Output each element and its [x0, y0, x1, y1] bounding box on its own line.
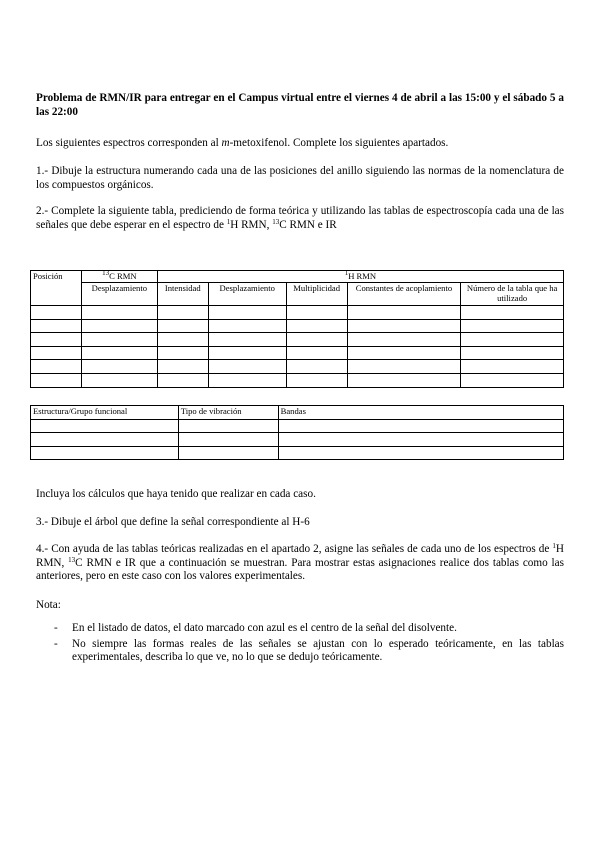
h-rmn: H RMN,: [36, 543, 564, 569]
intro-compound: -metoxifenol. Complete los siguientes apartados.: [229, 137, 449, 149]
table-cell[interactable]: [278, 446, 563, 460]
sup-13: 13: [68, 555, 76, 564]
table-row: [31, 433, 564, 447]
position-header: Posición: [31, 271, 82, 306]
table-cell[interactable]: [31, 319, 82, 333]
sup-1: 1: [226, 217, 231, 226]
table-cell[interactable]: [157, 360, 208, 374]
table-cell[interactable]: [286, 346, 347, 360]
table-number-header: Número de la tabla que ha utilizado: [461, 283, 564, 306]
table-row: [31, 419, 564, 433]
item-4-rest: C RMN e IR que a continuación se muestran. Para mostrar estas asignaciones realice dos tablas como las anteriores, pero en este caso con los valores experimentales.: [36, 556, 564, 583]
intro-paragraph: [36, 137, 564, 151]
bullet-dash: -: [54, 622, 58, 634]
table-cell[interactable]: [286, 306, 347, 320]
table-cell[interactable]: [208, 373, 286, 387]
table-cell[interactable]: [347, 360, 461, 374]
list-item: [36, 622, 564, 636]
table-cell[interactable]: [461, 333, 564, 347]
table-row: [31, 306, 564, 320]
intensity-header: Intensidad: [157, 283, 208, 306]
coupling-header: Constantes de acoplamiento: [347, 283, 461, 306]
table-cell[interactable]: [461, 373, 564, 387]
table-cell[interactable]: [157, 319, 208, 333]
table-cell[interactable]: [347, 373, 461, 387]
table-cell[interactable]: [461, 306, 564, 320]
vibration-header: Tipo de vibración: [178, 406, 278, 420]
c13-sup: 13: [102, 269, 110, 277]
table-cell[interactable]: [347, 333, 461, 347]
table-row: [31, 333, 564, 347]
table-cell[interactable]: [461, 319, 564, 333]
table-cell[interactable]: [157, 306, 208, 320]
compound-prefix: m: [221, 137, 230, 149]
table-row: [31, 360, 564, 374]
table-cell[interactable]: [81, 373, 157, 387]
nmr-subheader-row: [31, 283, 564, 306]
c13-label: C RMN: [109, 271, 137, 281]
h1-shift-header: Desplazamiento: [208, 283, 286, 306]
table-cell[interactable]: [178, 433, 278, 447]
table-cell[interactable]: [31, 306, 82, 320]
table-cell[interactable]: [31, 419, 179, 433]
table-cell[interactable]: [286, 360, 347, 374]
item-4-text: 4.- Con ayuda de las tablas teóricas realizadas en el apartado 2, asigne las señales de cada uno de los espectros de: [36, 543, 553, 555]
h1-sup: 1: [344, 269, 349, 277]
table-cell[interactable]: [31, 446, 179, 460]
h1-label: H RMN: [348, 271, 377, 281]
table-cell[interactable]: [81, 360, 157, 374]
table-cell[interactable]: [278, 419, 563, 433]
item-2: [36, 205, 564, 232]
multiplicity-header: Multiplicidad: [286, 283, 347, 306]
table-cell[interactable]: [208, 360, 286, 374]
table-cell[interactable]: [31, 346, 82, 360]
note-text: En el listado de datos, el dato marcado con azul es el centro de la señal del disolvente.: [72, 622, 457, 634]
item-1: 1.- Dibuje la estructura numerando cada una de las posiciones del anillo siguiendo las normas de la nomenclatura de los compuestos orgánicos.: [36, 165, 564, 191]
notes-list: [36, 622, 564, 667]
table-cell[interactable]: [208, 346, 286, 360]
h1-header: [157, 271, 563, 283]
c13-shift-header: Desplazamiento: [81, 283, 157, 306]
ir-header-row: [31, 406, 564, 420]
nmr-header-row: [31, 271, 564, 283]
table-cell[interactable]: [208, 333, 286, 347]
table-row: [31, 373, 564, 387]
table-cell[interactable]: [347, 306, 461, 320]
table-cell[interactable]: [81, 319, 157, 333]
structure-header: Estructura/Grupo funcional: [31, 406, 179, 420]
document-title: Problema de RMN/IR para entregar en el Campus virtual entre el viernes 4 de abril a las 15:00 y el sábado 5 a las 22:00: [36, 92, 564, 118]
ir-table: [30, 405, 564, 460]
sup-1: 1: [552, 542, 556, 550]
table-cell[interactable]: [286, 319, 347, 333]
table-row: [31, 346, 564, 360]
nota-label: Nota:: [36, 599, 61, 611]
h-rmn: H RMN,: [230, 218, 273, 231]
table-cell[interactable]: [157, 373, 208, 387]
item-2-text: 2.- Complete la siguiente tabla, prediciendo de forma teórica y utilizando las tablas de espectroscopía cada una de las señales que debe esperar en el espectro de: [36, 205, 564, 231]
table-cell[interactable]: [157, 333, 208, 347]
table-row: [31, 446, 564, 460]
table-cell[interactable]: [347, 319, 461, 333]
table-cell[interactable]: [81, 306, 157, 320]
table-cell[interactable]: [461, 346, 564, 360]
table-cell[interactable]: [81, 333, 157, 347]
table-cell[interactable]: [278, 433, 563, 447]
table-cell[interactable]: [157, 346, 208, 360]
table-cell[interactable]: [208, 306, 286, 320]
nmr-table: [30, 270, 564, 388]
c-rmn-ir: C RMN e IR: [279, 218, 337, 231]
table-cell[interactable]: [178, 419, 278, 433]
sup-13: 13: [272, 217, 280, 226]
table-cell[interactable]: [347, 346, 461, 360]
bands-header: Bandas: [278, 406, 563, 420]
table-cell[interactable]: [178, 446, 278, 460]
table-cell[interactable]: [286, 333, 347, 347]
table-cell[interactable]: [81, 346, 157, 360]
table-cell[interactable]: [461, 360, 564, 374]
table-cell[interactable]: [286, 373, 347, 387]
table-row: [31, 319, 564, 333]
bullet-dash: -: [54, 637, 58, 650]
intro-text: Los siguientes espectros corresponden al: [36, 137, 222, 149]
table-cell[interactable]: [31, 373, 82, 387]
table-cell[interactable]: [31, 360, 82, 374]
item-4: [36, 543, 564, 584]
calc-note: Incluya los cálculos que haya tenido que realizar en cada caso.: [36, 488, 316, 500]
table-cell[interactable]: [31, 433, 179, 447]
table-cell[interactable]: [208, 319, 286, 333]
c13-header: [81, 271, 157, 283]
list-item: [36, 638, 564, 665]
item-3: 3.- Dibuje el árbol que define la señal correspondiente al H-6: [36, 516, 310, 528]
table-cell[interactable]: [31, 333, 82, 347]
note-text: No siempre las formas reales de las señales se ajustan con lo esperado teóricamente, en las tablas experimentales, describa lo que ve, no lo que se dedujo teóricamente.: [72, 637, 564, 664]
